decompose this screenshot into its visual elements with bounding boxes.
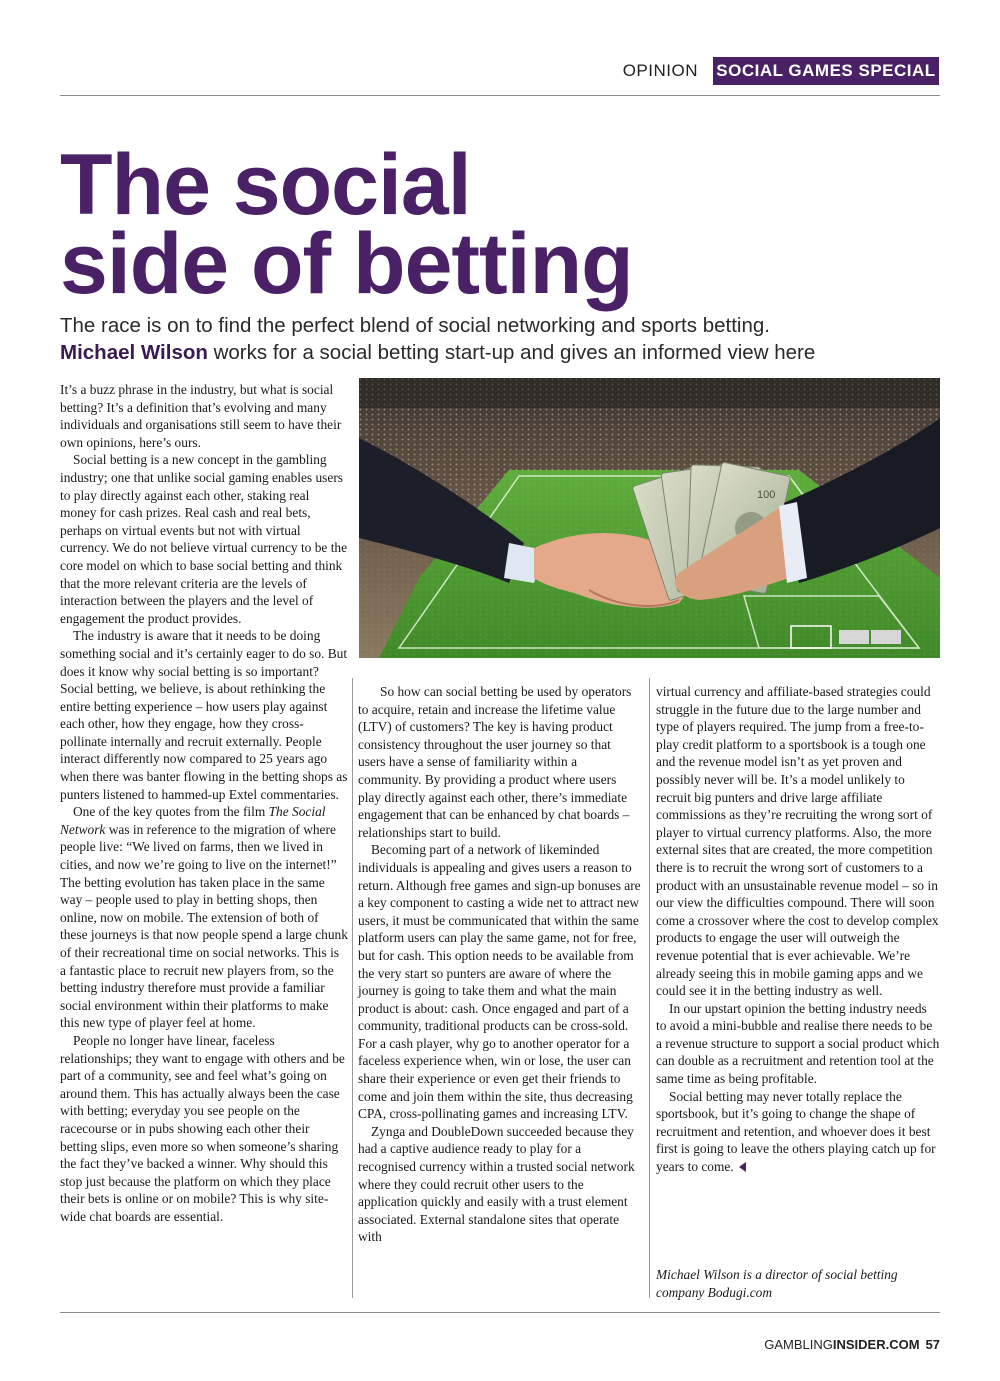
column-divider — [649, 678, 650, 1298]
standfirst-line-2 — [60, 339, 950, 366]
author-name: Michael Wilson — [60, 341, 208, 364]
author-bio: Michael Wilson is a director of social betting company Bodugi.com — [656, 1267, 898, 1300]
hero-image — [359, 378, 940, 658]
article-column-2 — [358, 683, 641, 1246]
svg-text:100: 100 — [757, 489, 776, 501]
film-title: The Social Network — [60, 804, 326, 837]
paragraph: virtual currency and affiliate-based strategies could struggle in the future due to the large number and type of players required. The jump from a free-to-play credit platform to a sportsbook is a tough one and the revenue model isn’t as yet proven and possibly never will be. It’s a model unlikely to recruit big punters and drive large affiliate commissions as they’re recruiting the wrong sort of player to virtual currency platforms. Also, the more external sites that are created, the more competition there is to recruit the wrong sort of customers to a product with an unsustainable revenue model – so in our view the difficulties compound. There will soon come a crossover where the cost to develop complex products to engage the user will outweigh the revenue potential that is ever achievable. We’re already seeing this in mobile gaming apps and we could see it in the betting industry as well. — [656, 684, 939, 999]
site-name-prefix: GAMBLING — [764, 1337, 833, 1352]
paragraph: So how can social betting be used by operators to acquire, retain and increase the lifetime value (LTV) of customers? The key is having product consistency throughout the user journey so that users have a sense of familiarity within a community. By providing a product where users play directly against each other, there’s immediate engagement that can be enhanced by chat boards – relationships start to build. — [358, 684, 632, 840]
headline-line-2: side of betting — [60, 216, 633, 312]
paragraph-text: Social betting may never totally replace the sportsbook, but it’s going to change the shape of recruitment and retention, and whoever does it best first is going to leave the others playing catch up for years to come. — [656, 1088, 936, 1175]
paragraph — [656, 1088, 940, 1176]
paragraph: The industry is aware that it needs to be doing something social and it’s certainly eager to do so. But does it know why social betting is so important? Social betting, we believe, is about rethinking the entire betting experience – how users play against each other, how they engage, how they cross-pollinate internally and recruit externally. People interact differently now compared to 25 years ago when there was banter flowing in the betting shops as punters listened to hammed-up Extel commentaries. — [60, 628, 348, 802]
header-rule — [60, 95, 940, 96]
paragraph: Becoming part of a network of likeminded individuals is appealing and gives users a reason to return. Although free games and sign-up bonuses are a key component to casting a wide net to attract new users, it must be communicated that within the same platform users can play the same game, not for free, but for cash. This option needs to be available from the very start so punters are aware of where the journey is going to take them and what the main product is about: cash. Once engaged and part of a community, traditional products can be cross-sold. For a cash player, why go to another operator for a faceless experience when, win or lose, the user can share their experience or even get their friends to come and join them within the site, thus decreasing CPA, cross-pollinating games and increasing LTV. — [358, 842, 641, 1122]
standfirst-tail: works for a social betting start-up and gives an informed view here — [207, 341, 816, 364]
paragraph — [60, 803, 348, 1032]
section-label: OPINION — [622, 61, 698, 80]
page-number: 57 — [925, 1337, 940, 1352]
section-badge: SOCIAL GAMES SPECIAL — [713, 57, 939, 85]
paragraph-text: was in reference to the migration of where people live: “We lived on farms, then we lived in cities, and now we’re going to live on the internet!” The betting evolution has taken place in the same way – people used to play in betting shops, then online, now on mobile. The extension of both of these journeys is that now people spend a large chunk of their recreational time on social networks. This is a fantastic place to recruit new players from, so the betting industry therefore must provide a familiar social environment within their platforms to make this new type of player feel at home. — [60, 821, 348, 1031]
standfirst-line-1: The race is on to find the perfect blend of social networking and sports betting. — [60, 314, 770, 337]
footer-rule — [60, 1312, 940, 1313]
paragraph: Social betting is a new concept in the gambling industry; one that unlike social gaming enables users to play directly against each other, staking real money for cash prizes. Real cash and real bets, perhaps on virtual events but not with virtual currency. We do not believe virtual currency to be the core model on which to base social betting and think that the more relevant criteria are the levels of interaction between the players and the level of engagement the product provides. — [60, 452, 348, 626]
article-column-1 — [60, 381, 348, 1226]
footer — [764, 1337, 940, 1352]
paragraph: Zynga and DoubleDown succeeded because they had a captive audience ready to play for a recognised currency within a trusted social network where they could recruit other users to the application quickly and easily with a trust element associated. External standalone sites that operate with — [358, 1123, 635, 1245]
stadium-handshake-illustration — [359, 378, 940, 658]
end-of-article-icon — [739, 1162, 746, 1172]
paragraph: People no longer have linear, faceless relationships; they want to engage with others and be part of a community, see and feel what’s going on around them. This has actually always been the case with betting; everyday you see people on the racecourse or in pubs showing each other their betting slips, even more so when someone’s sharing the fact they’ve backed a winner. Why should this stop just because the platform on which they place their bets is online or on mobile? This is why site-wide chat boards are essential. — [60, 1032, 345, 1224]
article-column-3 — [656, 683, 940, 1176]
paragraph-text: One of the key quotes from the film — [73, 804, 269, 820]
paragraph: In our upstart opinion the betting industry needs to avoid a mini-bubble and realise there needs to be a revenue structure to support a social product which can double as a recruitment and retention tool at the same time as being profitable. — [656, 1000, 940, 1087]
site-name-main: INSIDER.COM — [832, 1337, 920, 1352]
paragraph: It’s a buzz phrase in the industry, but what is social betting? It’s a definition that’s evolving and many individuals and organisations still seem to have their own opinions, here’s ours. — [60, 382, 342, 450]
column-divider — [352, 678, 353, 1298]
headline-line-1: The social — [60, 137, 471, 233]
standfirst — [60, 312, 950, 366]
